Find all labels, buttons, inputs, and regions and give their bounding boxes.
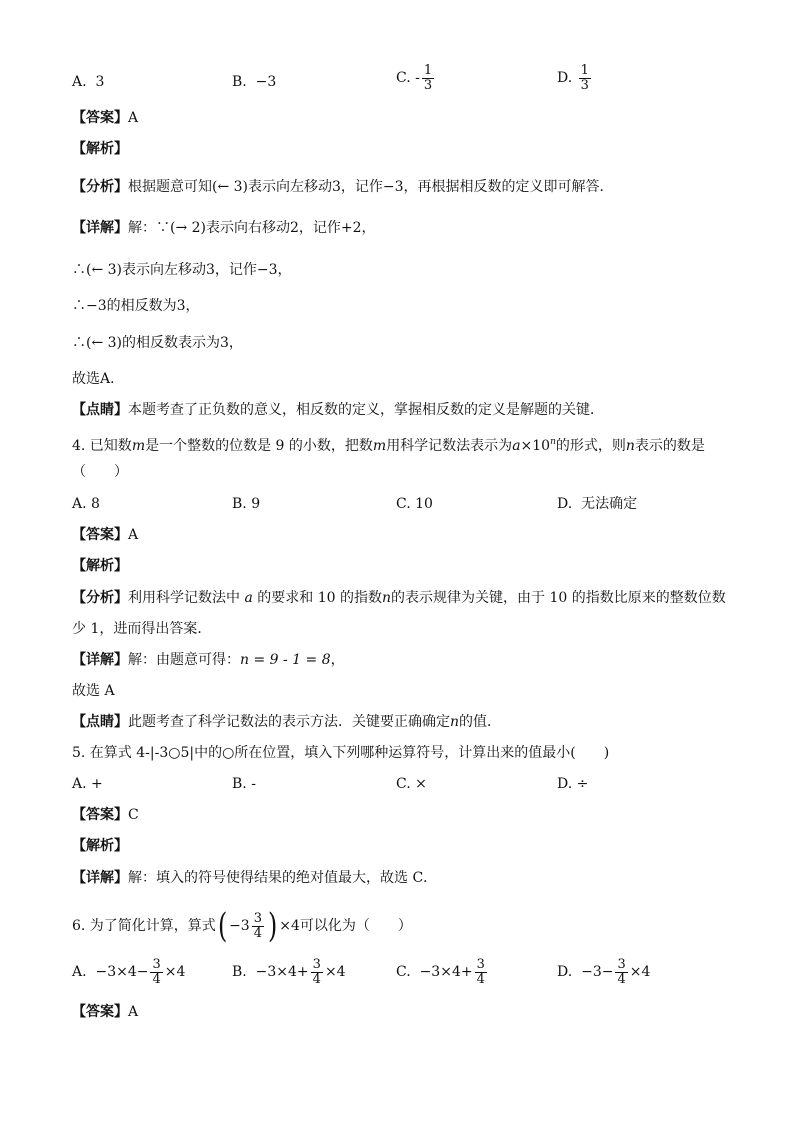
q3-option-c: C. - $\frac{1}{3}$ [396, 63, 433, 93]
q4-analysis-line-2: 少 1，进而得出答案． [72, 621, 212, 637]
q4-summary: 【点睛】此题考查了科学记数法的表示方法．关键要正确确定n的值． [72, 714, 502, 730]
q4-blank: （ ） [72, 464, 128, 480]
q3-jiexi-heading: 【解析】 [72, 141, 128, 157]
q4-option-a: A. 8 [72, 496, 100, 512]
q3-answer: 【答案】A [72, 110, 139, 126]
q6-option-d: D. −3− $\frac{3}{4}$ ×4 [557, 957, 651, 987]
q3-option-b: B. −3 [232, 74, 277, 90]
q5-answer: 【答案】C [72, 807, 139, 823]
q3-option-a: A. 3 [72, 74, 105, 90]
q4-option-b: B. 9 [232, 496, 261, 512]
q3-choose: 故选A． [72, 371, 125, 387]
q5-stem: 5. 在算式 4-|-3○5|中的○所在位置，填入下列哪种运算符号，计算出来的值最小( ) [72, 745, 610, 761]
q5-option-b: B. - [232, 776, 256, 792]
q3-summary: 【点睛】本题考查了正负数的意义，相反数的定义，掌握相反数的定义是解题的关键． [72, 402, 604, 418]
q4-option-c: C. 10 [396, 496, 433, 512]
q4-answer: 【答案】A [72, 527, 139, 543]
q4-detail: 【详解】解：由题意可得：n = 9 - 1 = 8， [72, 652, 345, 668]
q6-option-a: A. −3×4− $\frac{3}{4}$ ×4 [72, 957, 186, 987]
q6-option-b: B. −3×4+ $\frac{3}{4}$ ×4 [232, 957, 346, 987]
q4-analysis: 【分析】利用科学记数法中 a 的要求和 10 的指数n的表示规律为关键，由于 10 的指数比原来的整数位数 [72, 590, 726, 606]
q3-step-2: ∴−3的相反数为3， [72, 298, 200, 314]
q3-detail: 【详解】解：∵(→ 2)表示向右移动2，记作+2， [72, 220, 376, 236]
q3-option-d: D. $\frac{1}{3}$ [557, 63, 589, 93]
q5-jiexi-heading: 【解析】 [72, 838, 128, 854]
q3-analysis: 【分析】根据题意可知(← 3)表示向左移动3，记作−3，再根据相反数的定义即可解答． [72, 179, 614, 195]
q4-choose: 故选 A [72, 683, 115, 699]
q4-option-d: D. 无法确定 [557, 496, 638, 512]
q6-stem: 6. 为了简化计算，算式( −3 $\frac{3}{4}$ ) ×4可以化为（ ） [72, 906, 412, 946]
q3-step-1: ∴(← 3)表示向左移动3，记作−3， [72, 262, 292, 278]
q5-detail: 【详解】解：填入的符号使得结果的绝对值最大，故选 C． [72, 870, 438, 886]
q6-answer: 【答案】A [72, 1004, 139, 1020]
q5-option-c: C. × [396, 776, 427, 792]
q4-stem: 4. 已知数m是一个整数的位数是 9 的小数，把数m用科学记数法表示为$a\times 10^n$的形式，则n表示的数是 [72, 437, 705, 454]
q4-jiexi-heading: 【解析】 [72, 558, 128, 574]
q3-step-3: ∴(← 3)的相反数表示为3， [72, 335, 243, 351]
q5-option-a: A. + [72, 776, 103, 792]
q6-option-c: C. −3×4+ $\frac{3}{4}$ [396, 957, 485, 987]
q5-option-d: D. ÷ [557, 776, 589, 792]
